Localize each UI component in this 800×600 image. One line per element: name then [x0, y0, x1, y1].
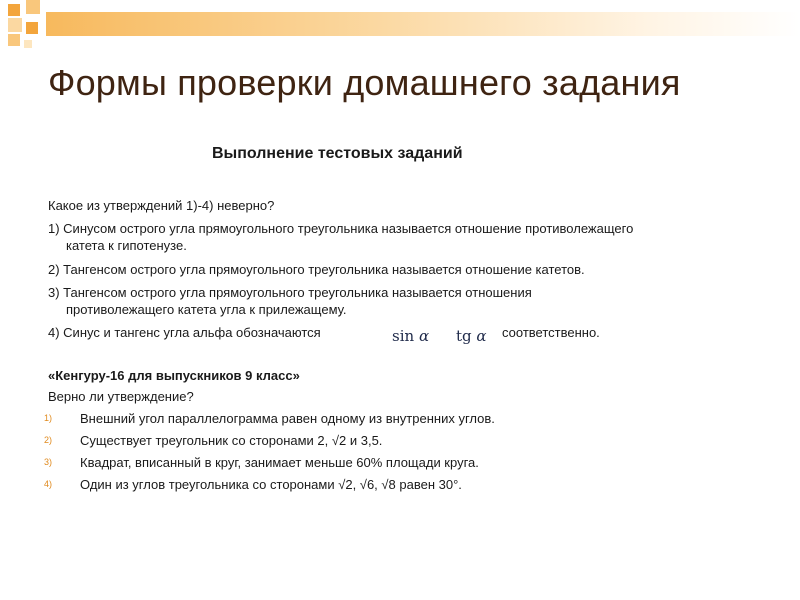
header-gradient-bar: [46, 12, 800, 36]
decor-square: [26, 22, 38, 34]
list-item-marker: 4): [44, 479, 53, 489]
slide-title: Формы проверки домашнего задания: [48, 62, 681, 103]
slide-subtitle: Выполнение тестовых заданий: [212, 145, 463, 162]
decor-square: [24, 40, 32, 48]
list-item: Квадрат, вписанный в круг, занимает меньше 60% площади круга.: [80, 455, 479, 470]
list-item: Внешний угол параллелограмма равен одному из внутренних углов.: [80, 411, 495, 426]
statement-1-line-1: 1) Синусом острого угла прямоугольного треугольника называется отношение противолежащего: [48, 221, 634, 236]
list-item-marker: 2): [44, 435, 53, 445]
statement-4-part-2: соответственно.: [502, 325, 600, 340]
formula-alpha: α: [476, 327, 487, 345]
decor-square: [8, 34, 20, 46]
formula-tg-alpha: [456, 327, 487, 345]
kangaroo-question: Верно ли утверждение?: [48, 389, 194, 404]
formula-tg-label: tg: [456, 327, 472, 345]
test-question: Какое из утверждений 1)-4) неверно?: [48, 198, 275, 213]
statement-2: 2) Тангенсом острого угла прямоугольного треугольника называется отношение катетов.: [48, 262, 585, 277]
decor-square: [26, 0, 40, 14]
list-item-marker: 1): [44, 413, 53, 423]
list-item: Один из углов треугольника со сторонами √2, √6, √8 равен 30°.: [80, 477, 462, 492]
formula-alpha: α: [418, 327, 430, 345]
kangaroo-heading: «Кенгуру-16 для выпускников 9 класс»: [48, 368, 300, 383]
list-item-marker: 3): [44, 457, 53, 467]
list-item: Существует треугольник со сторонами 2, √2 и 3,5.: [80, 433, 383, 448]
decor-square: [8, 18, 22, 32]
formula-sin-alpha: [392, 327, 429, 345]
statement-4-part-1: 4) Синус и тангенс угла альфа обозначаются: [48, 325, 321, 340]
statement-1-line-2: катета к гипотенузе.: [66, 238, 187, 253]
formula-sin-label: sin: [392, 327, 415, 345]
statement-3-line-2: противолежащего катета угла к прилежащему.: [66, 302, 347, 317]
statement-3-line-1: 3) Тангенсом острого угла прямоугольного треугольника называется отношения: [48, 285, 532, 300]
decor-square: [8, 4, 20, 16]
